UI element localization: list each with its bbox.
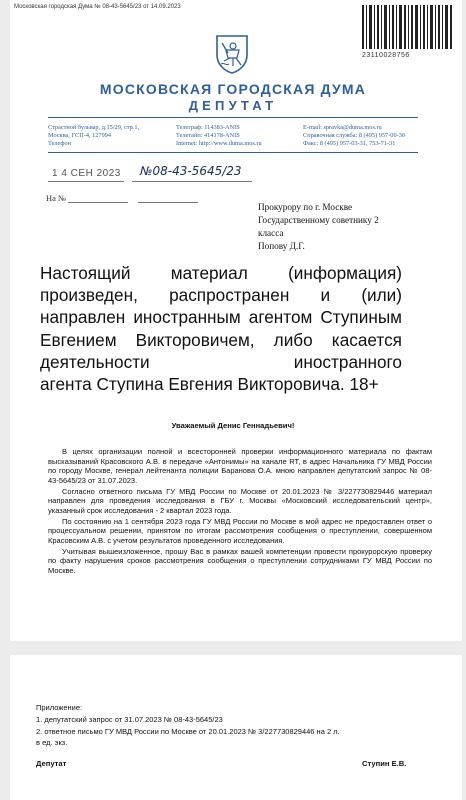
header-divider [48,117,418,118]
addressee-line: класса [258,228,284,238]
contact-telegraph: Телеграф: 114383-ANIS Телетайп: 414178-ANIS Internet: http://www.duma.mos.ru [176,124,262,147]
organization-title: ДЕПУТАТ [188,98,278,113]
addressee-line: Государственному советнику 2 [258,215,379,225]
document-registration-line: Московская городская Дума № 08-43-5645/23 от 14.09.2023 [14,4,181,10]
registration-number: 08-43-5645/23 [152,164,242,178]
number-sign: № [140,164,153,178]
contact-address: Страстной бульвар, д.15/29, стр.1, Москва, ГСП-4, 127994 Телефон [48,124,140,147]
number-underline [132,181,252,182]
addressee-line: Прокурору по г. Москве [258,202,353,212]
date-underline [48,181,124,182]
attachment-item: 2. ответное письмо ГУ МВД России по Москве от 20.01.2023 № 3/227730829446 на 2 л. [36,727,340,736]
addressee-block [258,201,438,253]
body-paragraph: По состоянию на 1 сентября 2023 года ГУ МВД России по Москве в мой адрес не предоставлен ответ о процессуальном решении, принятом по итогам рассмотрения сообщения о преступлении, совершенном Красовским А.В. с учетом результатов проведенного исследования. [48,516,432,545]
foreign-agent-notice-text: Настоящий материал (информация) произведен, распространен и (или) направлен иностранным агентом Ступиным Евгением Викторовичем, либо касается деятельности иностранного [40,263,402,372]
barcode-number: 23110028756 [362,52,410,59]
signature-role: Депутат [36,759,67,768]
reply-to-label: На № [46,193,67,203]
foreign-agent-notice-last-line: агента Ступина Евгения Викторовича. 18+ [40,374,379,395]
registration-stamp-date: 1 4 СЕН 2023 [52,168,121,179]
body-paragraph: В целях организации полной и всесторонней проверки информационного материала по фактам высказываний Красовского А.В. в передаче «Антонимы» на канале RT, в адрес Начальника ГУ МВД России по городу Москве, генерал лейтенанта полиции Баранова О.А. мною направлен депутатский запрос № 08-43-5645/23 от 31.07.2023. [48,447,432,485]
registration-stamp-number [140,164,242,178]
foreign-agent-notice [40,262,402,395]
contact-email: E-mail: spravka@duma.mos.ru Справочная служба: 8 (495) 957-00-30 Факс: 8 (495) 957-03-31, 753-71-31 [303,124,405,147]
greeting: Уважаемый Денис Геннадьевич! [171,421,295,430]
contacts-divider [48,152,418,153]
attachment-item-continuation: в ед. экз. [36,738,68,747]
letter-body [48,447,432,577]
reply-to-underline-2 [138,202,198,203]
body-paragraph: Согласно ответного письма ГУ МВД России по Москве от 20.01.2023 № 3/227730829446 материал направлен для проведения исследования в ГБУ г. Москвы «Московский исследовательский центр», указанный срок исследования - 2 квартал 2023 года. [48,486,432,515]
signature-name: Ступин Е.В. [362,759,407,768]
reply-to-underline [68,202,128,203]
barcode-image [360,3,456,51]
body-paragraph: Учитывая вышеизложенное, прошу Вас в рамках вашей компетенции провести прокурорскую проверку по факту нарушения сроков рассмотрения сообщения о преступлении сотрудниками ГУ МВД России по Москве. [48,546,432,575]
moscow-coat-of-arms-icon [214,33,250,75]
attachment-item: 1. депутатский запрос от 31.07.2023 № 08-43-5645/23 [36,715,223,724]
addressee-line: Попову Д.Г. [258,241,305,251]
attachments-title: Приложение: [36,703,83,712]
organization-name: МОСКОВСКАЯ ГОРОДСКАЯ ДУМА [99,81,367,97]
